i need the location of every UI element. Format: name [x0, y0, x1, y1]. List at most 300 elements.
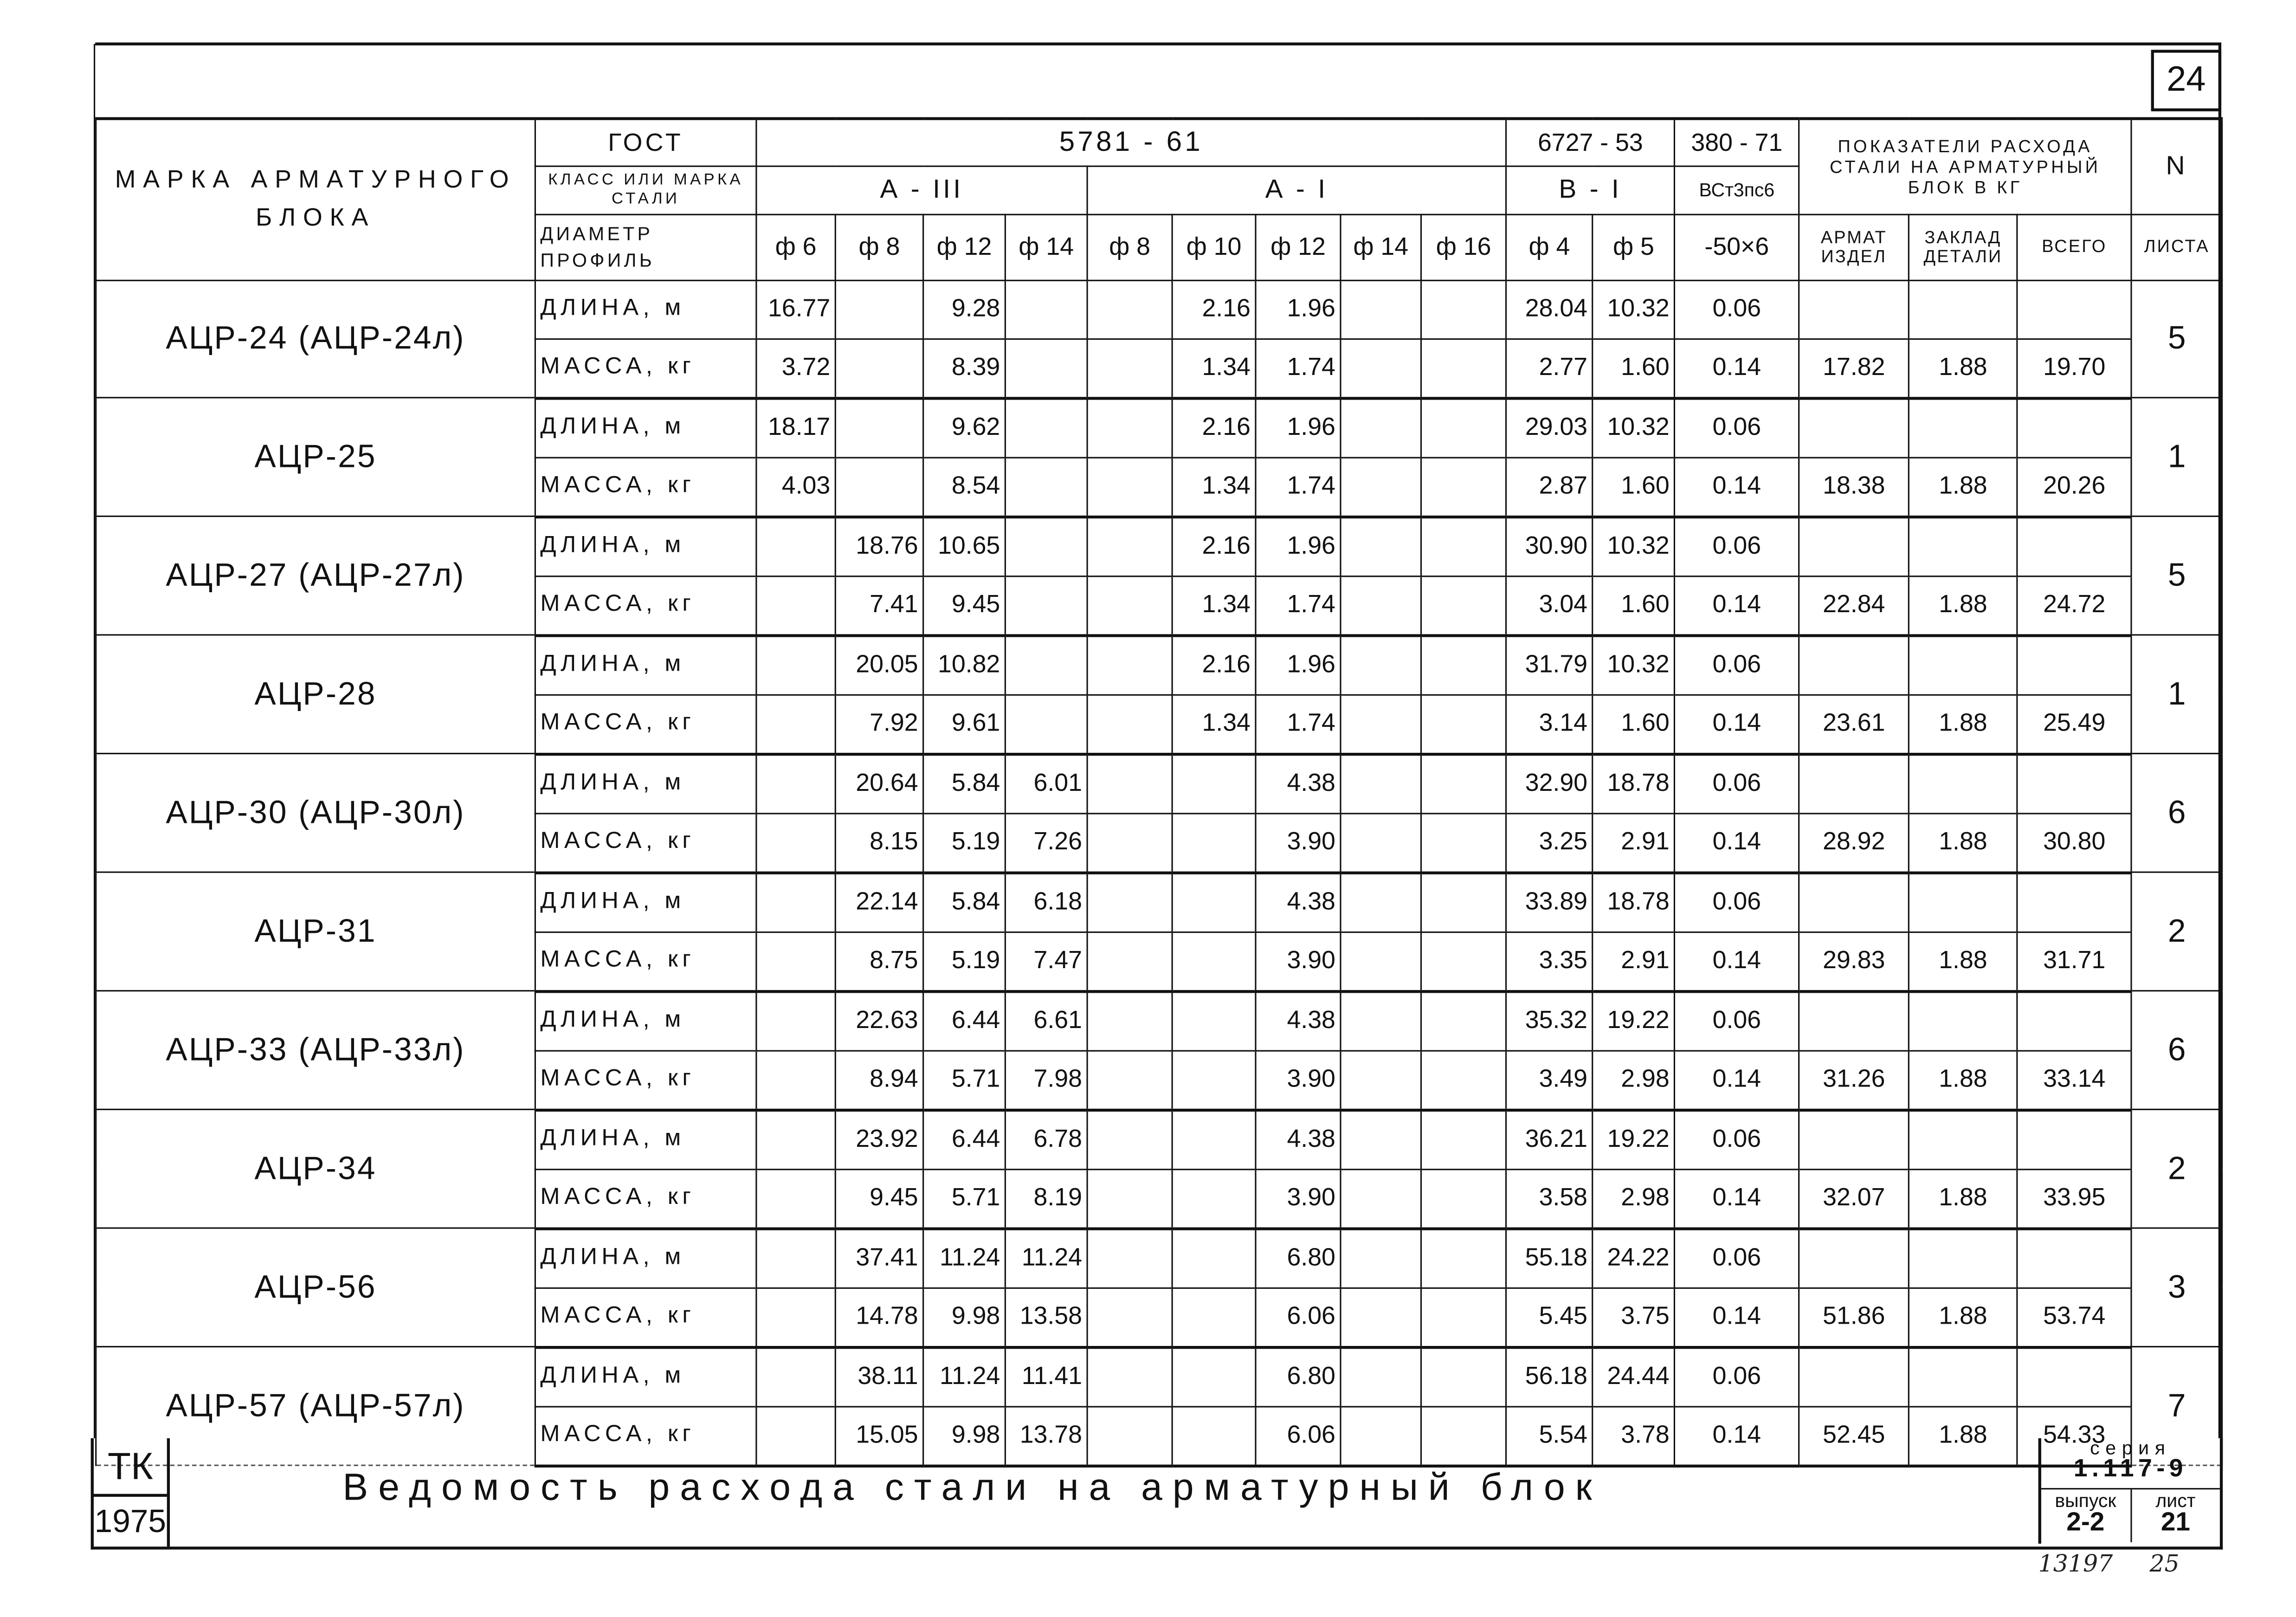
- length-cell: [1087, 635, 1172, 694]
- diameter-label: ДИАМЕТР ПРОФИЛЬ: [535, 214, 756, 280]
- mass-cell: [1341, 576, 1421, 635]
- total-cell: 25.49: [2017, 694, 2131, 754]
- length-cell: 2.16: [1172, 516, 1256, 576]
- length-cell: [1005, 398, 1087, 457]
- mass-cell: 14.78: [835, 1287, 923, 1347]
- issue-label: выпуск: [2055, 1489, 2116, 1512]
- length-cell: 11.24: [1005, 1228, 1087, 1287]
- length-cell: 10.32: [1593, 516, 1675, 576]
- mass-cell: 2.98: [1593, 1050, 1675, 1110]
- mass-cell: 6.06: [1256, 1406, 1341, 1465]
- table-row-length: [96, 754, 2222, 813]
- series-value: 1.117-9: [2073, 1454, 2188, 1482]
- mass-cell: 3.90: [1256, 931, 1341, 991]
- sheet-number: 2: [2131, 1109, 2222, 1228]
- org-code: ТК: [94, 1438, 170, 1497]
- length-cell: [1421, 516, 1506, 576]
- mass-cell: 6.06: [1256, 1287, 1341, 1347]
- mass-cell: 1.34: [1172, 576, 1256, 635]
- table-row-length: [96, 398, 2222, 457]
- class-label: КЛАСС ИЛИ МАРКА СТАЛИ: [535, 166, 756, 214]
- mass-cell: [1172, 1050, 1256, 1110]
- length-cell: [1341, 280, 1421, 338]
- armat-header: АРМАТ ИЗДЕЛ: [1799, 214, 1909, 280]
- length-cell: 11.24: [923, 1347, 1006, 1406]
- total-cell: [2017, 635, 2131, 694]
- mass-label: МАССА, кг: [535, 931, 756, 991]
- mass-cell: 8.39: [923, 338, 1006, 398]
- length-cell: [1087, 991, 1172, 1050]
- mass-cell: 3.90: [1256, 1169, 1341, 1228]
- mass-cell: 7.47: [1005, 931, 1087, 991]
- mass-cell: [1421, 1169, 1506, 1228]
- zaklad-cell: [1909, 872, 2018, 931]
- indicators-header: ПОКАЗАТЕЛИ РАСХОДА СТАЛИ НА АРМАТУРНЫЙ БЛОК В КГ: [1799, 119, 2131, 214]
- length-cell: 38.11: [835, 1347, 923, 1406]
- length-cell: 55.18: [1506, 1228, 1593, 1287]
- total-cell: 30.80: [2017, 813, 2131, 872]
- length-cell: [1172, 754, 1256, 813]
- mass-cell: 0.14: [1675, 694, 1799, 754]
- mass-cell: [1172, 1287, 1256, 1347]
- mass-cell: [1087, 1050, 1172, 1110]
- sheet-number: 1: [2131, 398, 2222, 517]
- mass-cell: 3.04: [1506, 576, 1593, 635]
- length-label: ДЛИНА, м: [535, 872, 756, 931]
- block-mark: АЦР-28: [96, 635, 535, 754]
- zaklad-cell: 1.88: [1909, 1169, 2018, 1228]
- handwritten-inventory-number: 13197: [2038, 1549, 2113, 1578]
- diameter-header: ф 5: [1593, 214, 1675, 280]
- mass-label: МАССА, кг: [535, 1169, 756, 1228]
- mass-cell: 5.71: [923, 1050, 1006, 1110]
- mass-cell: [756, 694, 835, 754]
- length-cell: [756, 991, 835, 1050]
- length-cell: [1172, 991, 1256, 1050]
- diameter-header: ф 16: [1421, 214, 1506, 280]
- zaklad-cell: [1909, 1347, 2018, 1406]
- length-cell: [756, 516, 835, 576]
- length-cell: 10.65: [923, 516, 1006, 576]
- mass-cell: [1341, 1169, 1421, 1228]
- mass-cell: 1.34: [1172, 694, 1256, 754]
- armat-cell: 23.61: [1799, 694, 1909, 754]
- diameter-header: ф 6: [756, 214, 835, 280]
- length-cell: 6.44: [923, 991, 1006, 1050]
- sheet-number: 3: [2131, 1228, 2222, 1347]
- length-cell: [1421, 280, 1506, 338]
- mass-cell: 8.54: [923, 457, 1006, 517]
- length-cell: [1341, 1109, 1421, 1169]
- length-cell: [1087, 1228, 1172, 1287]
- length-cell: [1341, 872, 1421, 931]
- length-cell: [1005, 635, 1087, 694]
- mass-cell: 8.19: [1005, 1169, 1087, 1228]
- diameter-header: -50×6: [1675, 214, 1799, 280]
- length-cell: 4.38: [1256, 991, 1341, 1050]
- length-cell: 4.38: [1256, 754, 1341, 813]
- gost-380: 380 - 71: [1675, 119, 1799, 166]
- length-cell: [1341, 1228, 1421, 1287]
- armat-cell: [1799, 1109, 1909, 1169]
- total-cell: [2017, 754, 2131, 813]
- length-label: ДЛИНА, м: [535, 1228, 756, 1287]
- length-cell: [756, 754, 835, 813]
- sheet-number: 2: [2131, 872, 2222, 991]
- length-cell: 28.04: [1506, 280, 1593, 338]
- length-cell: 18.76: [835, 516, 923, 576]
- mass-cell: 8.15: [835, 813, 923, 872]
- length-cell: 1.96: [1256, 516, 1341, 576]
- frame-top-line: [95, 43, 2221, 45]
- length-cell: 6.18: [1005, 872, 1087, 931]
- zaklad-cell: 1.88: [1909, 931, 2018, 991]
- zaklad-header: ЗАКЛАД ДЕТАЛИ: [1909, 214, 2018, 280]
- total-cell: [2017, 280, 2131, 338]
- mass-cell: 0.14: [1675, 576, 1799, 635]
- length-cell: 6.44: [923, 1109, 1006, 1169]
- block-mark: АЦР-33 (АЦР-33л): [96, 991, 535, 1110]
- class-a1: А - I: [1087, 166, 1506, 214]
- length-cell: 19.22: [1593, 1109, 1675, 1169]
- mass-cell: 0.14: [1675, 931, 1799, 991]
- mass-cell: [1421, 1287, 1506, 1347]
- armat-cell: [1799, 635, 1909, 694]
- length-label: ДЛИНА, м: [535, 754, 756, 813]
- mass-cell: 3.25: [1506, 813, 1593, 872]
- mass-cell: 5.71: [923, 1169, 1006, 1228]
- mass-cell: 9.45: [923, 576, 1006, 635]
- total-cell: [2017, 516, 2131, 576]
- block-mark: АЦР-31: [96, 872, 535, 991]
- length-cell: 19.22: [1593, 991, 1675, 1050]
- mass-cell: [1341, 931, 1421, 991]
- mass-cell: 3.90: [1256, 1050, 1341, 1110]
- mass-cell: [756, 1169, 835, 1228]
- length-cell: [1087, 398, 1172, 457]
- length-cell: 31.79: [1506, 635, 1593, 694]
- total-cell: 19.70: [2017, 338, 2131, 398]
- length-cell: 6.78: [1005, 1109, 1087, 1169]
- length-cell: 24.22: [1593, 1228, 1675, 1287]
- mass-cell: [1341, 338, 1421, 398]
- mass-cell: 5.19: [923, 931, 1006, 991]
- length-cell: 5.84: [923, 754, 1006, 813]
- length-cell: 4.38: [1256, 1109, 1341, 1169]
- table-row-length: [96, 635, 2222, 694]
- total-cell: 33.14: [2017, 1050, 2131, 1110]
- armat-cell: 51.86: [1799, 1287, 1909, 1347]
- length-cell: 18.78: [1593, 872, 1675, 931]
- mass-label: МАССА, кг: [535, 457, 756, 517]
- mass-cell: [1087, 813, 1172, 872]
- length-cell: 9.62: [923, 398, 1006, 457]
- total-cell: 33.95: [2017, 1169, 2131, 1228]
- length-cell: 30.90: [1506, 516, 1593, 576]
- mass-cell: [1087, 1287, 1172, 1347]
- length-cell: 35.32: [1506, 991, 1593, 1050]
- mass-cell: [1005, 576, 1087, 635]
- length-cell: 0.06: [1675, 872, 1799, 931]
- mass-cell: 5.19: [923, 813, 1006, 872]
- zaklad-cell: 1.88: [1909, 576, 2018, 635]
- length-label: ДЛИНА, м: [535, 1347, 756, 1406]
- armat-cell: [1799, 1347, 1909, 1406]
- table-row-length: [96, 991, 2222, 1050]
- length-cell: [835, 280, 923, 338]
- length-cell: [1421, 1228, 1506, 1287]
- sheet-number: 6: [2131, 754, 2222, 873]
- length-cell: [1421, 754, 1506, 813]
- zaklad-cell: 1.88: [1909, 1406, 2018, 1465]
- mass-cell: 1.74: [1256, 576, 1341, 635]
- mass-cell: [1087, 931, 1172, 991]
- mass-cell: 3.72: [756, 338, 835, 398]
- mass-cell: [1421, 576, 1506, 635]
- zaklad-cell: 1.88: [1909, 338, 2018, 398]
- mass-cell: 1.60: [1593, 457, 1675, 517]
- length-cell: [1421, 1347, 1506, 1406]
- zaklad-cell: [1909, 754, 2018, 813]
- length-cell: 18.17: [756, 398, 835, 457]
- mass-cell: 1.60: [1593, 338, 1675, 398]
- table-row-length: [96, 516, 2222, 576]
- armat-cell: 31.26: [1799, 1050, 1909, 1110]
- mass-cell: [1005, 694, 1087, 754]
- armat-cell: 28.92: [1799, 813, 1909, 872]
- total-header: ВСЕГО: [2017, 214, 2131, 280]
- sheet-label: лист: [2155, 1489, 2196, 1512]
- total-cell: 20.26: [2017, 457, 2131, 517]
- total-cell: [2017, 398, 2131, 457]
- mass-cell: 9.98: [923, 1406, 1006, 1465]
- mass-cell: [1421, 813, 1506, 872]
- length-cell: 6.80: [1256, 1228, 1341, 1287]
- mass-cell: [1172, 931, 1256, 991]
- length-cell: 22.63: [835, 991, 923, 1050]
- total-cell: 31.71: [2017, 931, 2131, 991]
- mass-cell: 1.74: [1256, 457, 1341, 517]
- mass-cell: 3.58: [1506, 1169, 1593, 1228]
- mass-cell: [1087, 457, 1172, 517]
- mass-cell: 7.92: [835, 694, 923, 754]
- length-cell: [1172, 1347, 1256, 1406]
- mass-cell: 2.77: [1506, 338, 1593, 398]
- zaklad-cell: [1909, 991, 2018, 1050]
- length-label: ДЛИНА, м: [535, 516, 756, 576]
- mass-cell: 3.35: [1506, 931, 1593, 991]
- length-cell: 9.28: [923, 280, 1006, 338]
- mass-cell: [756, 813, 835, 872]
- diameter-header: ф 12: [1256, 214, 1341, 280]
- armat-cell: 32.07: [1799, 1169, 1909, 1228]
- mass-cell: 3.75: [1593, 1287, 1675, 1347]
- diameter-header: ф 10: [1172, 214, 1256, 280]
- mass-label: МАССА, кг: [535, 1406, 756, 1465]
- zaklad-cell: [1909, 1109, 2018, 1169]
- length-cell: 1.96: [1256, 398, 1341, 457]
- block-mark: АЦР-56: [96, 1228, 535, 1347]
- length-cell: [1087, 1109, 1172, 1169]
- mass-cell: [1421, 694, 1506, 754]
- class-a3: А - III: [756, 166, 1087, 214]
- length-cell: 5.84: [923, 872, 1006, 931]
- length-cell: 56.18: [1506, 1347, 1593, 1406]
- mass-cell: 3.14: [1506, 694, 1593, 754]
- block-mark: АЦР-27 (АЦР-27л): [96, 516, 535, 635]
- document-title: Ведомость расхода стали на арматурный блок: [342, 1464, 1602, 1509]
- sheet-value: 21: [2161, 1507, 2191, 1537]
- armat-cell: 29.83: [1799, 931, 1909, 991]
- mass-cell: 2.98: [1593, 1169, 1675, 1228]
- mass-cell: 9.45: [835, 1169, 923, 1228]
- total-cell: [2017, 1347, 2131, 1406]
- issue-value: 2-2: [2066, 1507, 2105, 1537]
- length-cell: 32.90: [1506, 754, 1593, 813]
- total-cell: 24.72: [2017, 576, 2131, 635]
- mass-cell: [1172, 1169, 1256, 1228]
- length-cell: [1087, 1347, 1172, 1406]
- length-cell: 1.96: [1256, 635, 1341, 694]
- zaklad-cell: [1909, 516, 2018, 576]
- mass-cell: 3.49: [1506, 1050, 1593, 1110]
- diameter-header: ф 12: [923, 214, 1006, 280]
- mass-cell: 1.60: [1593, 576, 1675, 635]
- mass-cell: 3.90: [1256, 813, 1341, 872]
- length-cell: 22.14: [835, 872, 923, 931]
- sheet-number: 6: [2131, 991, 2222, 1110]
- mass-cell: 15.05: [835, 1406, 923, 1465]
- length-cell: 0.06: [1675, 516, 1799, 576]
- steel-consumption-table: [95, 117, 2223, 1467]
- length-cell: 6.80: [1256, 1347, 1341, 1406]
- length-cell: [1421, 398, 1506, 457]
- mass-cell: 13.78: [1005, 1406, 1087, 1465]
- mark-header: МАРКА АРМАТУРНОГО БЛОКА: [96, 119, 535, 280]
- length-cell: 0.06: [1675, 1347, 1799, 1406]
- length-cell: 4.38: [1256, 872, 1341, 931]
- length-cell: [1005, 280, 1087, 338]
- zaklad-cell: [1909, 635, 2018, 694]
- mass-cell: 9.61: [923, 694, 1006, 754]
- mass-cell: 0.14: [1675, 1050, 1799, 1110]
- table-row-length: [96, 280, 2222, 338]
- length-cell: [1087, 516, 1172, 576]
- armat-cell: 22.84: [1799, 576, 1909, 635]
- table-row-length: [96, 872, 2222, 931]
- length-cell: 2.16: [1172, 398, 1256, 457]
- mass-cell: [835, 338, 923, 398]
- diameter-header: ф 8: [835, 214, 923, 280]
- year: 1975: [94, 1497, 170, 1546]
- length-label: ДЛИНА, м: [535, 280, 756, 338]
- title-block: [91, 1438, 2223, 1550]
- length-label: ДЛИНА, м: [535, 1109, 756, 1169]
- length-cell: 6.01: [1005, 754, 1087, 813]
- armat-cell: [1799, 872, 1909, 931]
- length-cell: 0.06: [1675, 280, 1799, 338]
- mass-cell: 0.14: [1675, 1169, 1799, 1228]
- length-cell: 20.64: [835, 754, 923, 813]
- length-cell: 24.44: [1593, 1347, 1675, 1406]
- mass-cell: 7.26: [1005, 813, 1087, 872]
- mass-cell: 1.60: [1593, 694, 1675, 754]
- mass-cell: [1087, 576, 1172, 635]
- zaklad-cell: 1.88: [1909, 694, 2018, 754]
- mass-cell: [756, 576, 835, 635]
- length-cell: [1087, 872, 1172, 931]
- total-cell: [2017, 1228, 2131, 1287]
- length-label: ДЛИНА, м: [535, 635, 756, 694]
- length-cell: [1341, 516, 1421, 576]
- sheet-header-n: N: [2131, 119, 2222, 214]
- length-cell: 11.24: [923, 1228, 1006, 1287]
- armat-cell: 18.38: [1799, 457, 1909, 517]
- length-cell: [1341, 398, 1421, 457]
- mass-cell: [1087, 694, 1172, 754]
- handwritten-page-number: 25: [2149, 1549, 2180, 1578]
- armat-cell: [1799, 398, 1909, 457]
- length-cell: [1421, 872, 1506, 931]
- gost-5781: 5781 - 61: [756, 119, 1506, 166]
- zaklad-cell: 1.88: [1909, 1050, 2018, 1110]
- mass-cell: [1341, 457, 1421, 517]
- mass-cell: [1087, 338, 1172, 398]
- length-cell: 2.16: [1172, 635, 1256, 694]
- mass-cell: [1341, 1287, 1421, 1347]
- length-cell: [756, 635, 835, 694]
- length-cell: 20.05: [835, 635, 923, 694]
- zaklad-cell: [1909, 280, 2018, 338]
- mass-cell: 1.34: [1172, 457, 1256, 517]
- mass-cell: 1.74: [1256, 694, 1341, 754]
- gost-6727: 6727 - 53: [1506, 119, 1675, 166]
- length-cell: 0.06: [1675, 991, 1799, 1050]
- table-row-length: [96, 1228, 2222, 1287]
- armat-cell: [1799, 280, 1909, 338]
- length-cell: [1172, 1228, 1256, 1287]
- block-mark: АЦР-30 (АЦР-30л): [96, 754, 535, 873]
- mass-label: МАССА, кг: [535, 1287, 756, 1347]
- length-cell: [756, 1109, 835, 1169]
- mass-cell: [756, 1287, 835, 1347]
- diameter-header: ф 14: [1005, 214, 1087, 280]
- mass-cell: 13.58: [1005, 1287, 1087, 1347]
- armat-cell: 52.45: [1799, 1406, 1909, 1465]
- class-b1: В - I: [1506, 166, 1675, 214]
- total-cell: [2017, 872, 2131, 931]
- zaklad-cell: 1.88: [1909, 457, 2018, 517]
- mass-cell: 4.03: [756, 457, 835, 517]
- mass-cell: 0.14: [1675, 338, 1799, 398]
- mass-label: МАССА, кг: [535, 813, 756, 872]
- length-cell: 18.78: [1593, 754, 1675, 813]
- block-mark: АЦР-25: [96, 398, 535, 517]
- page-number: 24: [2151, 50, 2221, 111]
- length-cell: [835, 398, 923, 457]
- length-cell: [756, 1347, 835, 1406]
- mass-label: МАССА, кг: [535, 338, 756, 398]
- sheet-number: 1: [2131, 635, 2222, 754]
- mass-cell: [1421, 931, 1506, 991]
- block-mark: АЦР-34: [96, 1109, 535, 1228]
- length-cell: [1421, 1109, 1506, 1169]
- length-cell: 11.41: [1005, 1347, 1087, 1406]
- armat-cell: 17.82: [1799, 338, 1909, 398]
- mass-label: МАССА, кг: [535, 1050, 756, 1110]
- class-vst3ps6: ВСт3пс6: [1675, 166, 1799, 214]
- mass-cell: 0.14: [1675, 457, 1799, 517]
